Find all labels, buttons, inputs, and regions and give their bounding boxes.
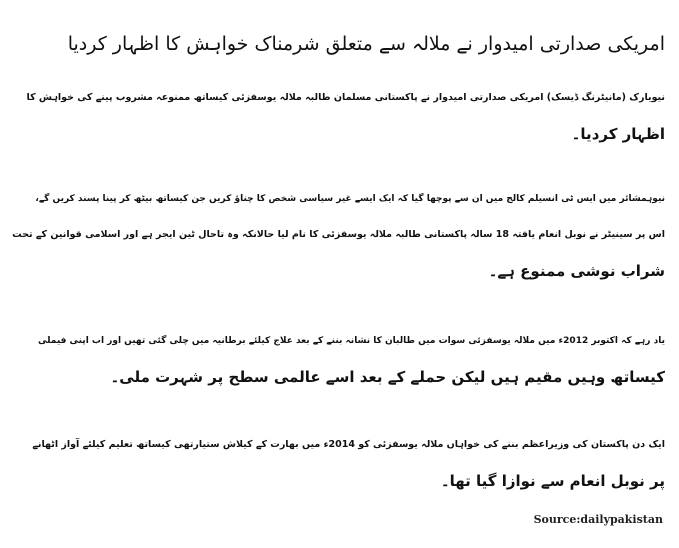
paragraph-line: نیویارک (مانیٹرنگ ڈیسک) امریکی صدارتی امیدوار نے پاکستانی مسلمان طالبہ ملالہ یوسفزئی کیساتھ ممنوعہ مشروب پینے کی خواہش کا: [26, 92, 665, 103]
paragraph-line: نیوہمشائر میں ایس ٹی انسیلم کالج میں ان سے پوچھا گیا کہ ایک ایسے غیر سیاسی شخص کا چناؤ کریں جن کیساتھ بیٹھ کر پینا پسند کریں گے،: [35, 194, 665, 204]
source-credit: Source:dailypakistan: [533, 513, 663, 526]
article-paragraph: [10, 181, 665, 289]
paragraph-line: شراب نوشی ممنوع ہے۔: [488, 262, 665, 280]
paragraph-line: پر نوبل انعام سے نوازا گیا تھا۔: [440, 472, 665, 490]
paragraph-line: کیساتھ وہیں مقیم ہیں لیکن حملے کے بعد اسے عالمی سطح پر شہرت ملی۔: [110, 368, 665, 386]
paragraph-line: ایک دن پاکستان کی وزیراعظم بننے کی خواہاں ملالہ یوسفزئی کو 2014ء میں بھارت کے کیلاش ستیارتھی کیساتھ تعلیم کیلئے آواز اٹھانے: [32, 439, 665, 450]
paragraph-line: یاد رہے کہ اکتوبر 2012ء میں ملالہ یوسفزئی سوات میں طالبان کا نشانہ بننے کے بعد علاج کیلئے برطانیہ میں چلی گئی تھیں اور اب اپنی فیملی: [38, 336, 665, 346]
paragraph-line: اس پر سینیٹر نے نوبل انعام یافتہ 18 سالہ پاکستانی طالبہ ملالہ یوسفزئی کا نام لیا حالانکہ وہ تاحال ٹین ایجر ہے اور اسلامی قوانین کے تحت: [12, 229, 665, 240]
article-paragraph: [10, 427, 665, 499]
paragraph-line: اظہار کردیا۔: [571, 125, 665, 143]
article-paragraph: [10, 80, 665, 152]
article-headline: امریکی صدارتی امیدوار نے ملالہ سے متعلق شرمناک خواہش کا اظہار کردیا: [67, 33, 665, 55]
article-paragraph: [10, 323, 665, 395]
